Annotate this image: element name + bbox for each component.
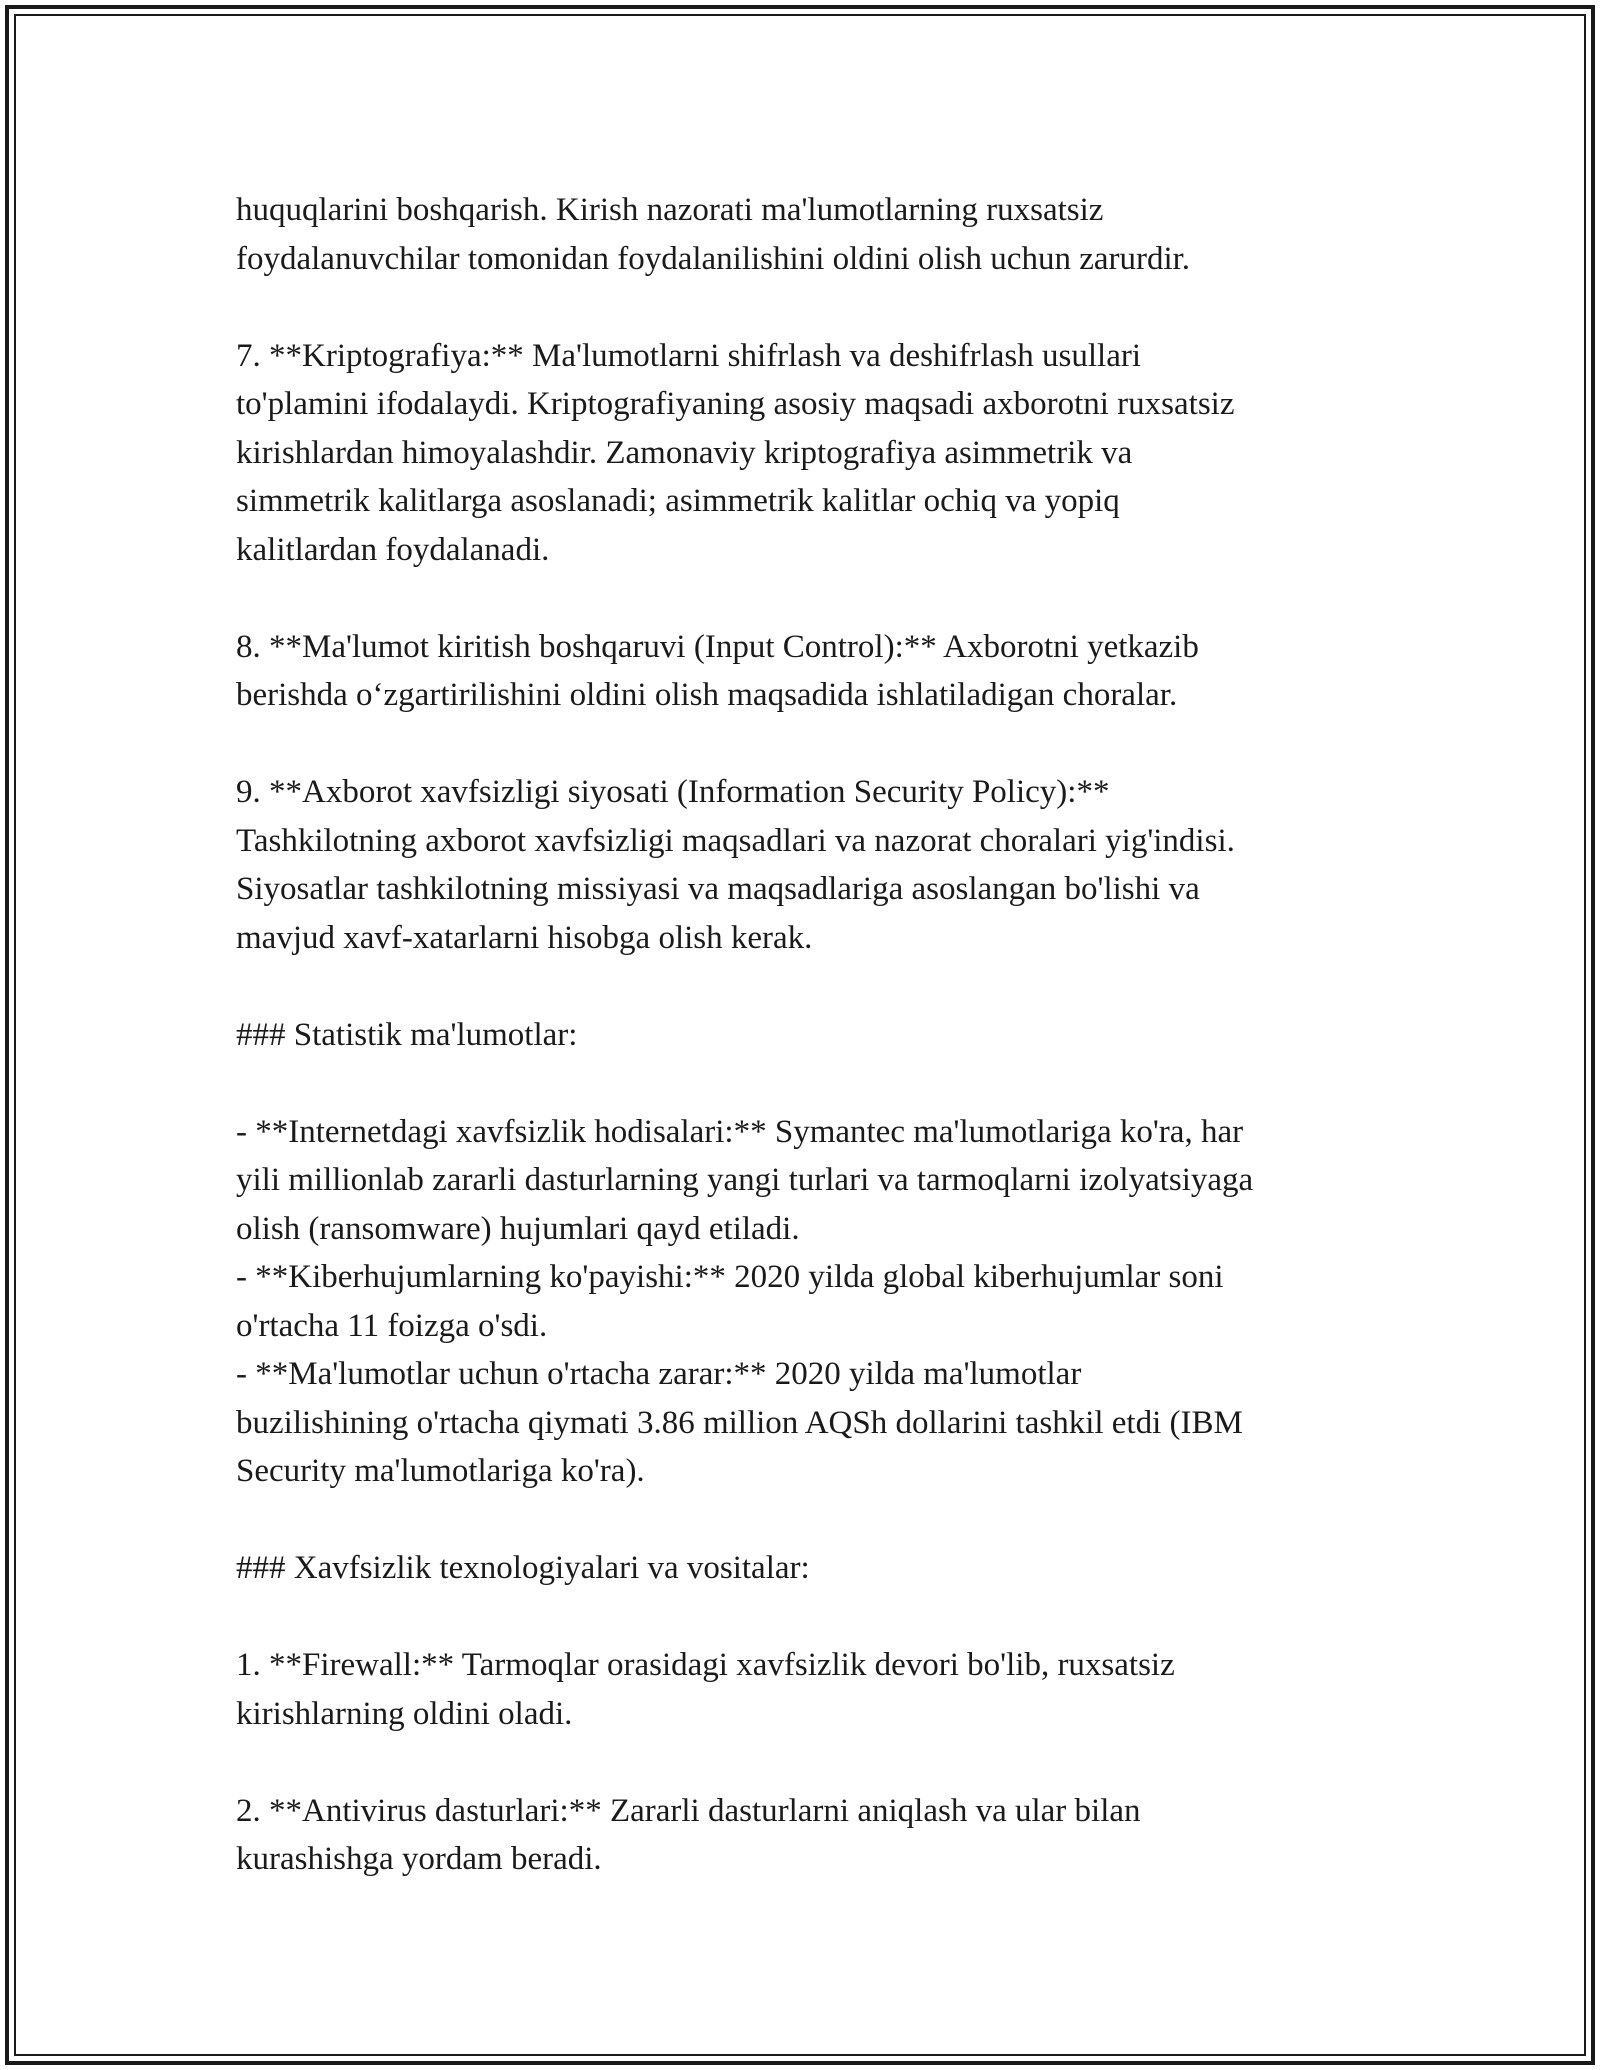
section-heading: ### Xavfsizlik texnologiyalari va vositalar: [236,1550,810,1586]
text-line: mavjud xavf-xatarlarni hisobga olish kerak. [236,919,813,956]
paragraph-access-control-continued [236,186,1396,283]
list-item-line: Security ma'lumotlariga ko'ra). [236,1453,645,1489]
list-item-line: - **Internetdagi xavfsizlik hodisalari:** Symantec ma'lumotlariga ko'ra, har [236,1113,1244,1150]
paragraph-security-policy [236,768,1396,962]
list-item-line: o'rtacha 11 foizga o'sdi. [236,1307,548,1344]
list-item-line: olish (ransomware) hujumlari qayd etiladi. [236,1210,800,1247]
text-line: 8. **Ma'lumot kiritish boshqaruvi (Input Control):** Axborotni yetkazib [236,628,1199,665]
text-line: kirishlardan himoyalashdir. Zamonaviy kriptografiya asimmetrik va [236,434,1133,471]
heading-technologies [236,1544,1396,1593]
paragraph-cryptography [236,332,1396,575]
paragraph-firewall [236,1641,1396,1738]
heading-statistics [236,1011,1396,1060]
text-line: simmetrik kalitlarga asoslanadi; asimmetrik kalitlar ochiq va yopiq [236,483,1120,519]
text-line: kurashishga yordam beradi. [236,1841,602,1877]
list-item-line: - **Ma'lumotlar uchun o'rtacha zarar:** 2020 yilda ma'lumotlar [236,1356,1082,1392]
text-line: to'plamini ifodalaydi. Kriptografiyaning asosiy maqsadi axborotni ruxsatsiz [236,386,1235,422]
list-item-line: buzilishining o'rtacha qiymati 3.86 million AQSh dollarini tashkil etdi (IBM [236,1404,1243,1441]
text-line: kirishlarning oldini oladi. [236,1695,573,1732]
paragraph-antivirus [236,1787,1396,1884]
text-line: foydalanuvchilar tomonidan foydalanilishini oldini olish uchun zarurdir. [236,240,1191,277]
text-line: kalitlardan foydalanadi. [236,531,550,568]
section-heading: ### Statistik ma'lumotlar: [236,1016,578,1053]
list-statistics [236,1108,1396,1496]
text-line: berishda o‘zgartirilishini oldini olish maqsadida ishlatiladigan choralar. [236,677,1178,713]
text-line: huquqlarini boshqarish. Kirish nazorati ma'lumotlarning ruxsatsiz [236,192,1104,228]
text-line: 1. **Firewall:** Tarmoqlar orasidagi xavfsizlik devori bo'lib, ruxsatsiz [236,1647,1175,1683]
list-item-line: - **Kiberhujumlarning ko'payishi:** 2020 yilda global kiberhujumlar soni [236,1259,1224,1295]
text-line: 9. **Axborot xavfsizligi siyosati (Information Security Policy):** [236,774,1110,810]
paragraph-input-control [236,623,1396,720]
text-line: 2. **Antivirus dasturlari:** Zararli dasturlarni aniqlash va ular bilan [236,1792,1141,1829]
document-body [236,186,1396,1932]
text-line: Tashkilotning axborot xavfsizligi maqsadlari va nazorat choralari yig'indisi. [236,822,1235,859]
text-line: 7. **Kriptografiya:** Ma'lumotlarni shifrlash va deshifrlash usullari [236,337,1142,374]
text-line: Siyosatlar tashkilotning missiyasi va maqsadlariga asoslangan bo'lishi va [236,871,1200,907]
list-item-line: yili millionlab zararli dasturlarning yangi turlari va tarmoqlarni izolyatsiyaga [236,1162,1254,1198]
